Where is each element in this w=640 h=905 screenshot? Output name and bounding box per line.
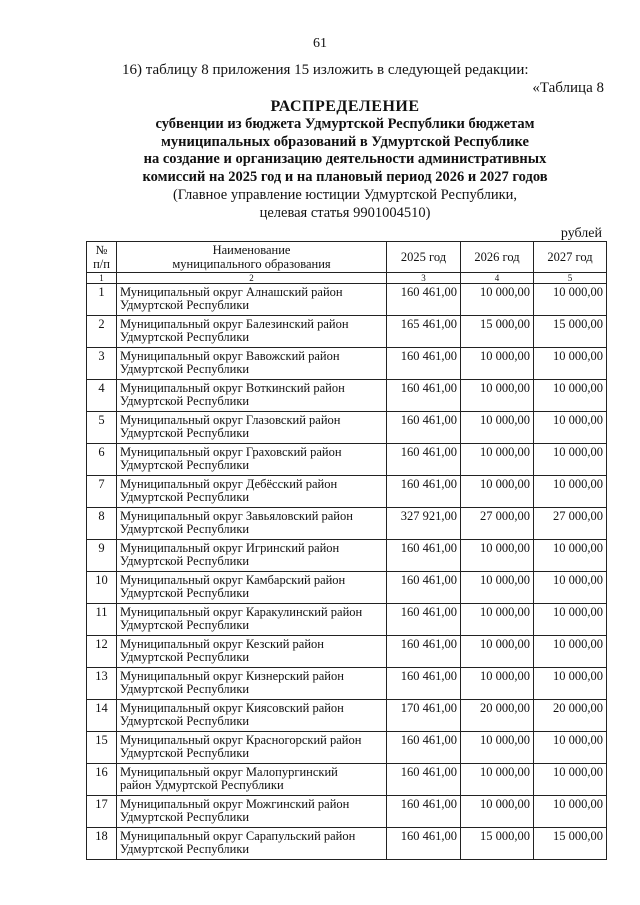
column-number: 1	[87, 273, 117, 284]
value-2027: 10 000,00	[534, 476, 607, 508]
value-2027: 10 000,00	[534, 572, 607, 604]
row-number: 6	[87, 444, 117, 476]
table-row	[87, 636, 607, 668]
value-2025: 170 461,00	[387, 700, 461, 732]
value-2026: 10 000,00	[461, 348, 534, 380]
header-num: № п/п	[87, 242, 117, 273]
municipality-name-line: Удмуртской Республики	[120, 330, 250, 344]
table-row	[87, 476, 607, 508]
value-2027: 10 000,00	[534, 732, 607, 764]
municipality-name-line: район Удмуртской Республики	[120, 778, 284, 792]
header-name: Наименование муниципального образования	[117, 242, 387, 273]
row-number: 3	[87, 348, 117, 380]
municipality-name-line: Муниципальный округ Киясовский район	[120, 701, 344, 715]
municipality-name-line: Удмуртской Республики	[120, 810, 250, 824]
units-label: рублей	[560, 226, 602, 241]
row-number: 2	[87, 316, 117, 348]
row-number: 11	[87, 604, 117, 636]
column-number: 3	[387, 273, 461, 284]
row-number: 9	[87, 540, 117, 572]
value-2026: 10 000,00	[461, 540, 534, 572]
municipality-name-line: Муниципальный округ Глазовский район	[120, 413, 341, 427]
value-2026: 15 000,00	[461, 828, 534, 860]
value-2027: 10 000,00	[534, 540, 607, 572]
table-row	[87, 508, 607, 540]
table-row	[87, 412, 607, 444]
value-2025: 160 461,00	[387, 572, 461, 604]
value-2026: 10 000,00	[461, 796, 534, 828]
value-2025: 160 461,00	[387, 828, 461, 860]
municipality-name	[117, 764, 387, 796]
municipality-name	[117, 668, 387, 700]
header-2027: 2027 год	[534, 242, 607, 273]
subtitle-line: комиссий на 2025 год и на плановый период 2026 и 2027 годов	[142, 168, 548, 185]
table-row	[87, 700, 607, 732]
row-number: 8	[87, 508, 117, 540]
value-2025: 160 461,00	[387, 796, 461, 828]
page-number: 61	[313, 36, 327, 51]
value-2027: 10 000,00	[534, 604, 607, 636]
value-2025: 160 461,00	[387, 380, 461, 412]
row-number: 14	[87, 700, 117, 732]
table-row	[87, 796, 607, 828]
header-row	[87, 242, 607, 273]
value-2026: 20 000,00	[461, 700, 534, 732]
municipality-name-line: Муниципальный округ Можгинский район	[120, 797, 350, 811]
table-row	[87, 668, 607, 700]
municipality-name	[117, 444, 387, 476]
municipality-name	[117, 604, 387, 636]
value-2025: 160 461,00	[387, 604, 461, 636]
municipality-name-line: Удмуртской Республики	[120, 522, 250, 536]
row-number: 7	[87, 476, 117, 508]
municipality-name-line: Муниципальный округ Воткинский район	[120, 381, 345, 395]
subtitle-line: субвенции из бюджета Удмуртской Республики бюджетам	[155, 116, 535, 132]
municipality-name-line: Удмуртской Республики	[120, 586, 250, 600]
note-line: (Главное управление юстиции Удмуртской Республики,	[172, 187, 518, 203]
municipality-name-line: Удмуртской Республики	[120, 650, 250, 664]
value-2025: 160 461,00	[387, 540, 461, 572]
municipality-name	[117, 316, 387, 348]
municipality-name-line: Удмуртской Республики	[120, 746, 250, 760]
header-2025: 2025 год	[387, 242, 461, 273]
row-number: 15	[87, 732, 117, 764]
value-2026: 10 000,00	[461, 668, 534, 700]
table-label: «Таблица 8	[532, 80, 604, 96]
row-number: 13	[87, 668, 117, 700]
value-2026: 10 000,00	[461, 444, 534, 476]
municipality-name-line: Муниципальный округ Игринский район	[120, 541, 340, 555]
value-2027: 10 000,00	[534, 348, 607, 380]
value-2026: 15 000,00	[461, 316, 534, 348]
intro-text: 16) таблицу 8 приложения 15 изложить в следующей редакции:	[122, 62, 529, 78]
municipality-name	[117, 284, 387, 316]
table-row	[87, 540, 607, 572]
value-2027: 27 000,00	[534, 508, 607, 540]
municipality-name-line: Муниципальный округ Малопургинский	[120, 765, 338, 779]
distribution-table	[86, 241, 607, 860]
value-2025: 160 461,00	[387, 732, 461, 764]
table-row	[87, 380, 607, 412]
municipality-name	[117, 732, 387, 764]
note-line: целевая статья 9901004510)	[259, 205, 431, 221]
value-2026: 10 000,00	[461, 636, 534, 668]
value-2027: 10 000,00	[534, 668, 607, 700]
table-row	[87, 732, 607, 764]
municipality-name-line: Муниципальный округ Сарапульский район	[120, 829, 356, 843]
subtitle-line: муниципальных образований в Удмуртской Республике	[161, 133, 529, 150]
column-number-row	[87, 273, 607, 284]
municipality-name	[117, 348, 387, 380]
municipality-name	[117, 796, 387, 828]
municipality-name-line: Муниципальный округ Балезинский район	[120, 317, 349, 331]
value-2025: 160 461,00	[387, 764, 461, 796]
column-number: 4	[461, 273, 534, 284]
value-2025: 165 461,00	[387, 316, 461, 348]
municipality-name-line: Удмуртской Республики	[120, 362, 250, 376]
value-2027: 20 000,00	[534, 700, 607, 732]
value-2027: 15 000,00	[534, 316, 607, 348]
value-2027: 10 000,00	[534, 284, 607, 316]
value-2026: 10 000,00	[461, 764, 534, 796]
municipality-name-line: Муниципальный округ Красногорский район	[120, 733, 362, 747]
municipality-name-line: Муниципальный округ Кезский район	[120, 637, 324, 651]
value-2025: 160 461,00	[387, 668, 461, 700]
municipality-name	[117, 508, 387, 540]
municipality-name-line: Муниципальный округ Алнашский район	[120, 285, 343, 299]
value-2025: 160 461,00	[387, 444, 461, 476]
municipality-name	[117, 636, 387, 668]
municipality-name	[117, 380, 387, 412]
table-row	[87, 316, 607, 348]
table-row	[87, 572, 607, 604]
document-title: РАСПРЕДЕЛЕНИЕ	[270, 98, 420, 115]
municipality-name-line: Муниципальный округ Кизнерский район	[120, 669, 344, 683]
municipality-name	[117, 572, 387, 604]
value-2027: 10 000,00	[534, 764, 607, 796]
municipality-name-line: Муниципальный округ Граховский район	[120, 445, 342, 459]
row-number: 16	[87, 764, 117, 796]
value-2025: 327 921,00	[387, 508, 461, 540]
value-2026: 10 000,00	[461, 732, 534, 764]
municipality-name-line: Муниципальный округ Вавожский район	[120, 349, 340, 363]
header-2026: 2026 год	[461, 242, 534, 273]
value-2025: 160 461,00	[387, 412, 461, 444]
value-2027: 10 000,00	[534, 412, 607, 444]
value-2027: 10 000,00	[534, 444, 607, 476]
row-number: 12	[87, 636, 117, 668]
value-2027: 10 000,00	[534, 796, 607, 828]
municipality-name-line: Муниципальный округ Дебёсский район	[120, 477, 338, 491]
value-2026: 10 000,00	[461, 604, 534, 636]
value-2025: 160 461,00	[387, 636, 461, 668]
municipality-name-line: Удмуртской Республики	[120, 842, 250, 856]
municipality-name	[117, 700, 387, 732]
municipality-name	[117, 540, 387, 572]
municipality-name	[117, 412, 387, 444]
municipality-name	[117, 476, 387, 508]
row-number: 4	[87, 380, 117, 412]
municipality-name-line: Удмуртской Республики	[120, 426, 250, 440]
municipality-name-line: Муниципальный округ Завьяловский район	[120, 509, 353, 523]
value-2025: 160 461,00	[387, 476, 461, 508]
municipality-name-line: Муниципальный округ Камбарский район	[120, 573, 346, 587]
value-2027: 15 000,00	[534, 828, 607, 860]
municipality-name-line: Удмуртской Республики	[120, 490, 250, 504]
municipality-name-line: Удмуртской Республики	[120, 394, 250, 408]
value-2026: 27 000,00	[461, 508, 534, 540]
table-row	[87, 348, 607, 380]
value-2027: 10 000,00	[534, 636, 607, 668]
municipality-name-line: Удмуртской Республики	[120, 682, 250, 696]
row-number: 17	[87, 796, 117, 828]
municipality-name-line: Удмуртской Республики	[120, 458, 250, 472]
value-2027: 10 000,00	[534, 380, 607, 412]
municipality-name	[117, 828, 387, 860]
title-block	[90, 97, 600, 222]
row-number: 5	[87, 412, 117, 444]
value-2026: 10 000,00	[461, 380, 534, 412]
value-2026: 10 000,00	[461, 476, 534, 508]
municipality-name-line: Удмуртской Республики	[120, 618, 250, 632]
column-number: 5	[534, 273, 607, 284]
row-number: 18	[87, 828, 117, 860]
value-2026: 10 000,00	[461, 412, 534, 444]
subtitle-line: на создание и организацию деятельности административных	[143, 151, 547, 167]
table-body	[87, 284, 607, 860]
row-number: 1	[87, 284, 117, 316]
table-row	[87, 764, 607, 796]
table-row	[87, 828, 607, 860]
table-row	[87, 604, 607, 636]
table-row	[87, 444, 607, 476]
municipality-name-line: Муниципальный округ Каракулинский район	[120, 605, 363, 619]
municipality-name-line: Удмуртской Республики	[120, 554, 250, 568]
value-2025: 160 461,00	[387, 284, 461, 316]
row-number: 10	[87, 572, 117, 604]
value-2025: 160 461,00	[387, 348, 461, 380]
municipality-name-line: Удмуртской Республики	[120, 298, 250, 312]
municipality-name-line: Удмуртской Республики	[120, 714, 250, 728]
value-2026: 10 000,00	[461, 572, 534, 604]
column-number: 2	[117, 273, 387, 284]
value-2026: 10 000,00	[461, 284, 534, 316]
table-row	[87, 284, 607, 316]
